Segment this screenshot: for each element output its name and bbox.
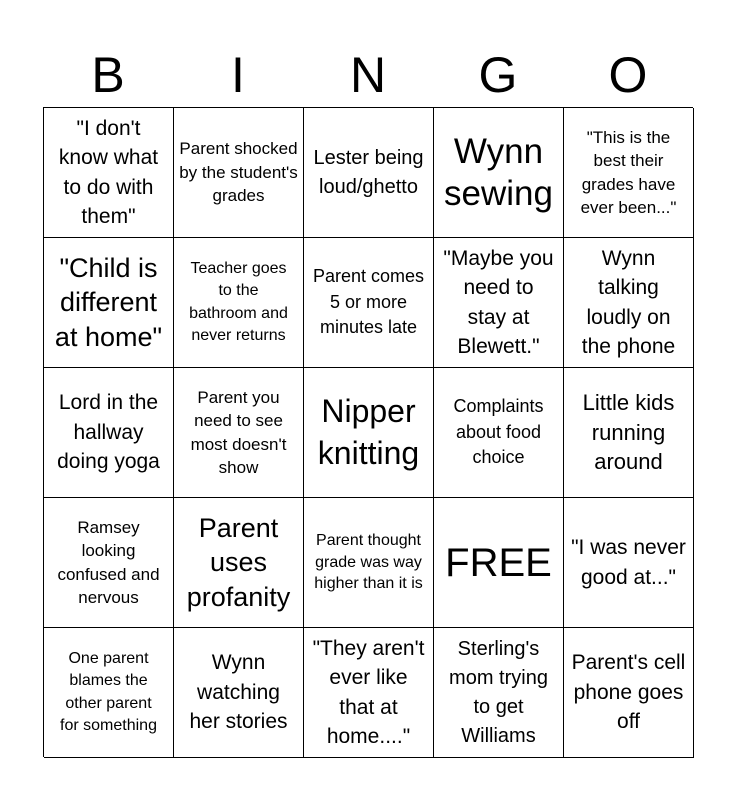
cell-text: One parent blames the other parent for something	[60, 649, 157, 734]
cell-text: FREE	[445, 540, 552, 585]
cell-text: "This is the best their grades have ever been..."	[580, 127, 677, 217]
cell-text: Ramsey looking confused and nervous	[57, 517, 160, 607]
cell-text: Parent shocked by the student's grades	[179, 139, 298, 206]
bingo-cell[interactable]	[304, 368, 434, 498]
cell-text: "I don't know what to do with them"	[58, 116, 159, 228]
cell-text: "They aren't ever like that at home...."	[312, 636, 425, 748]
bingo-cell[interactable]	[174, 368, 304, 498]
cell-text: Nipper knitting	[317, 392, 420, 471]
cell-text: Complaints about food choice	[453, 396, 544, 468]
bingo-cell[interactable]	[304, 108, 434, 238]
header-letter-g: G	[478, 47, 518, 103]
bingo-cell[interactable]	[44, 368, 174, 498]
cell-text: Parent uses profanity	[186, 512, 291, 612]
bingo-cell[interactable]	[44, 108, 174, 238]
bingo-cell[interactable]	[44, 498, 174, 628]
cell-text: Parent you need to see most doesn't show	[190, 387, 287, 477]
cell-text: "Child is different at home"	[54, 252, 163, 352]
cell-text: Parent's cell phone goes off	[571, 651, 686, 734]
bingo-cell[interactable]	[174, 628, 304, 758]
header-letter-b: B	[91, 47, 125, 103]
header-letter-i: I	[231, 47, 245, 103]
bingo-cell[interactable]	[434, 238, 564, 368]
bingo-cell[interactable]	[434, 368, 564, 498]
cell-text: Parent thought grade was way higher than it is	[314, 532, 423, 593]
bingo-cell[interactable]	[44, 628, 174, 758]
bingo-board	[43, 107, 693, 757]
bingo-cell[interactable]	[304, 238, 434, 368]
cell-text: Sterling's mom trying to get Williams	[449, 637, 548, 747]
cell-text: Wynn watching her stories	[189, 651, 288, 734]
bingo-cell[interactable]	[44, 238, 174, 368]
cell-text: Wynn talking loudly on the phone	[581, 246, 676, 358]
bingo-cell[interactable]	[564, 368, 694, 498]
header-letter-n: N	[349, 47, 387, 103]
bingo-header	[43, 42, 693, 108]
cell-text: Wynn sewing	[444, 131, 553, 213]
cell-text: Parent comes 5 or more minutes late	[312, 266, 425, 338]
bingo-cell[interactable]	[564, 238, 694, 368]
bingo-cell[interactable]	[174, 498, 304, 628]
bingo-cell[interactable]	[434, 108, 564, 238]
bingo-cell[interactable]	[564, 498, 694, 628]
bingo-cell[interactable]	[174, 238, 304, 368]
cell-text: "Maybe you need to stay at Blewett."	[443, 246, 554, 358]
cell-text: Lord in the hallway doing yoga	[57, 391, 160, 474]
bingo-cell[interactable]	[174, 108, 304, 238]
bingo-cell[interactable]	[304, 498, 434, 628]
bingo-cell[interactable]	[564, 108, 694, 238]
bingo-cell[interactable]	[304, 628, 434, 758]
bingo-cell[interactable]	[434, 628, 564, 758]
cell-text: "I was never good at..."	[571, 536, 686, 589]
cell-text: Lester being loud/ghetto	[313, 146, 424, 198]
cell-text: Little kids running around	[582, 389, 675, 475]
bingo-cell[interactable]	[434, 498, 564, 628]
bingo-cell[interactable]	[564, 628, 694, 758]
cell-text: Teacher goes to the bathroom and never returns	[189, 259, 288, 344]
header-letter-o: O	[608, 47, 648, 103]
